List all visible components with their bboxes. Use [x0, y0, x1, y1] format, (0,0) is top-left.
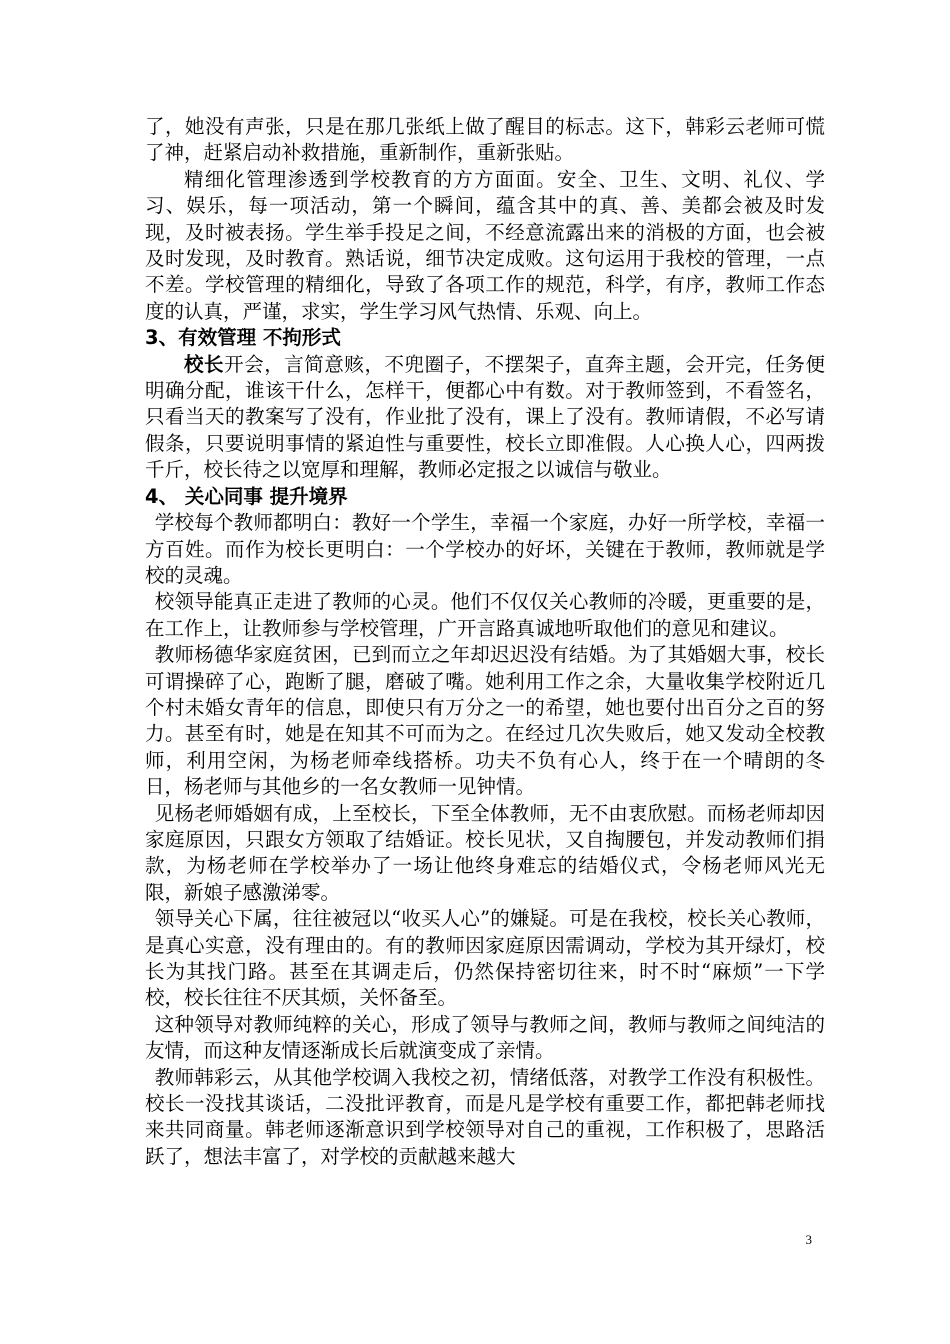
- paragraph-text: 见杨老师婚姻有成，上至校长，下至全体教师，无不由衷欣慰。而杨老师却因家庭原因，只跟女方领取了结婚证。校长见状，又自掏腰包，并发动教师们捐款，为杨老师在学校举办了一场让他终身难忘的结婚仪式，令杨老师风光无限，新娘子感激涕零。: [145, 801, 825, 904]
- paragraph: [145, 642, 825, 800]
- section-heading: 3、有效管理 不拘形式: [145, 326, 341, 350]
- paragraph-text: 校领导能真正走进了教师的心灵。他们不仅仅关心教师的冷暖，更重要的是，在工作上，让教师参与学校管理，广开言路真诚地听取他们的意见和建议。: [145, 590, 825, 640]
- paragraph: [145, 167, 825, 325]
- page-number: 3: [805, 1232, 812, 1247]
- paragraph: [145, 352, 825, 484]
- paragraph: [145, 510, 825, 589]
- paragraph-text: 精细化管理渗透到学校教育的方方面面。安全、卫生、文明、礼仪、学习、娱乐，每一项活动，第一个瞬间，蕴含其中的真、善、美都会被及时发现，及时被表扬。学生举手投足之间，不经意流露出来的消极的方面，也会被及时发现，及时教育。熟话说，细节决定成败。这句运用于我校的管理，一点不差。学校管理的精细化，导致了各项工作的规范，科学，有序，教师工作态度的认真，严谨，求实，学生学习风气热情、乐观、向上。: [145, 167, 825, 323]
- paragraph: [145, 801, 825, 907]
- paragraph: [145, 1065, 825, 1171]
- paragraph-text: 学校每个教师都明白：教好一个学生，幸福一个家庭，办好一所学校，幸福一方百姓。而作为校长更明白：一个学校办的好坏，关键在于教师，教师就是学校的灵魂。: [145, 511, 825, 587]
- paragraph: [145, 1012, 825, 1065]
- page-body: [145, 114, 825, 1170]
- section-heading: 4、 关心同事 提升境界: [145, 484, 348, 508]
- paragraph: [145, 114, 825, 167]
- paragraph-text: 这种领导对教师纯粹的关心，形成了领导与教师之间，教师与教师之间纯洁的友情，而这种友情逐渐成长后就演变成了亲情。: [145, 1012, 825, 1063]
- paragraph: [145, 589, 825, 642]
- paragraph-text: 教师韩彩云，从其他学校调入我校之初，情绪低落，对教学工作没有积极性。校长一没找其谈话，二没批评教育，而是凡是学校有重要工作，都把韩老师找来共同商量。韩老师逐渐意识到学校领导对自己的重视，工作积极了，思路活跃了，想法丰富了，对学校的贡献越来越大: [145, 1065, 825, 1168]
- paragraph-text: 领导关心下属，往往被冠以“收买人心”的嫌疑。可是在我校，校长关心教师，是真心实意，没有理由的。有的教师因家庭原因需调动，学校为其开绿灯，校长为其找门路。甚至在其调走后，仍然保持密切往来，时不时“麻烦”一下学校，校长往往不厌其烦，关怀备至。: [145, 907, 825, 1010]
- paragraph: [145, 906, 825, 1012]
- paragraph-text: 了，她没有声张，只是在那几张纸上做了醒目的标志。这下，韩彩云老师可慌了神，赶紧启动补救措施，重新制作，重新张贴。: [145, 115, 825, 165]
- paragraph-bold-lead: 校长: [184, 352, 225, 376]
- paragraph-text: 开会，言简意赅，不兜圈子，不摆架子，直奔主题，会开完，任务便明确分配，谁该干什么，怎样干，便都心中有数。对于教师签到，不看签名，只看当天的教案写了没有，作业批了没有，课上了没有。教师请假，不必写请假条，只要说明事情的紧迫性与重要性，校长立即准假。人心换人心，四两拨千斤，校长待之以宽厚和理解，教师必定报之以诚信与敬业。: [145, 352, 825, 482]
- paragraph-text: 教师杨德华家庭贫困，已到而立之年却迟迟没有结婚。为了其婚姻大事，校长可谓操碎了心，跑断了腿，磨破了嘴。她利用工作之余，大量收集学校附近几个村未婚女青年的信息，即使只有万分之一的希望，她也要付出百分之百的努力。甚至有时，她是在知其不可而为之。在经过几次失败后，她又发动全校教师，利用空闲，为杨老师牵线搭桥。功夫不负有心人，终于在一个晴朗的冬日，杨老师与其他乡的一名女教师一见钟情。: [145, 643, 825, 799]
